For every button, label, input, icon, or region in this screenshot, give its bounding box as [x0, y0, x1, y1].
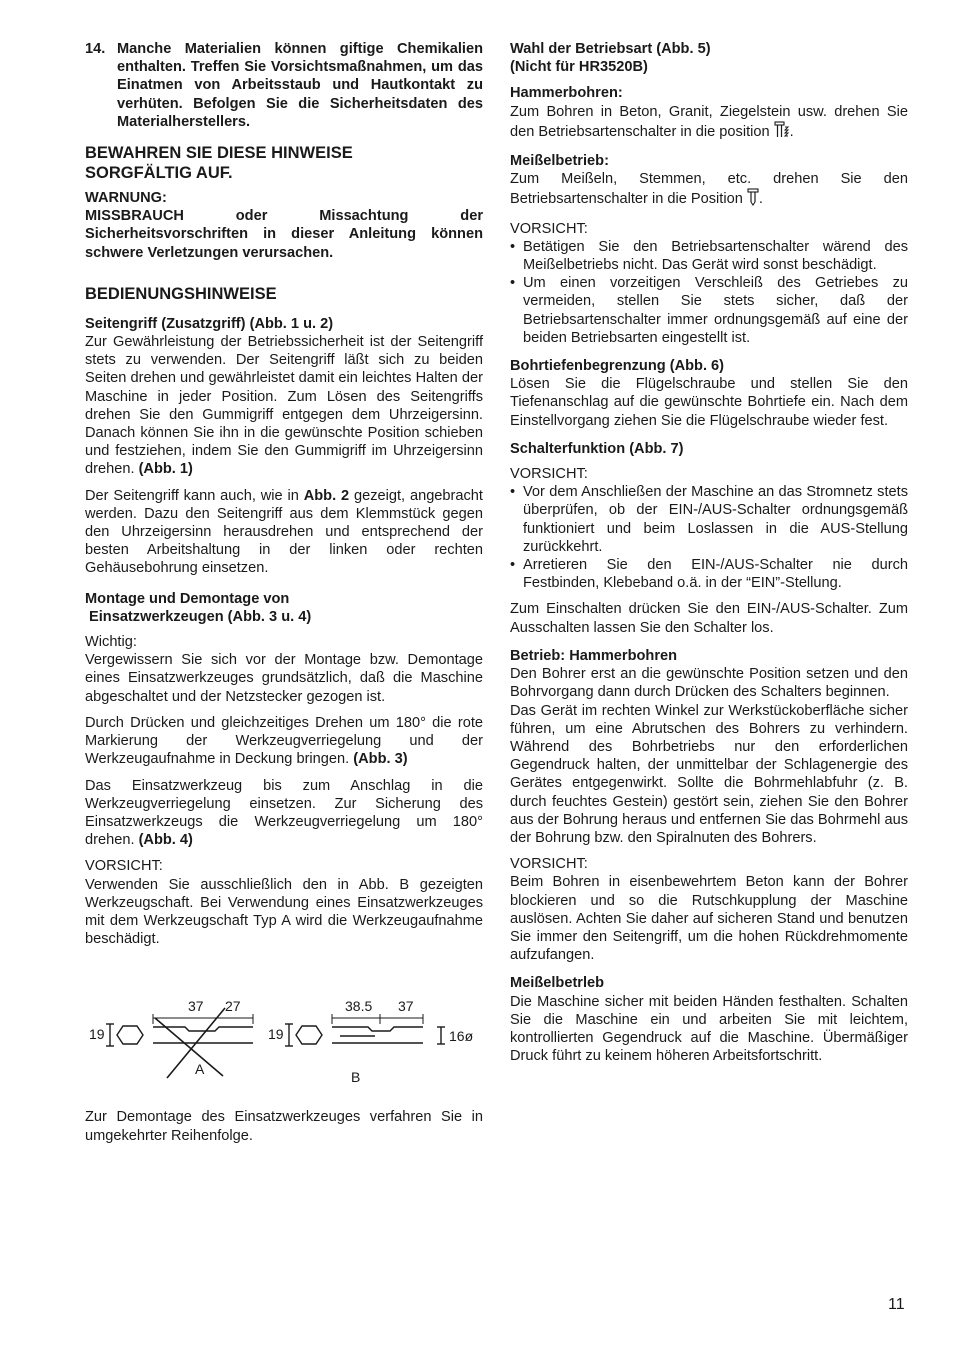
item-number: 14.	[85, 41, 106, 57]
a-label: A	[195, 1061, 205, 1078]
caution-2-label: VORSICHT:	[510, 466, 588, 483]
list-item: • Um einen vorzeitigen Verschleiß des Getriebes zu vermeiden, stellen Sie stets sicher, daß der Betriebsartenschalter immer ordnungsgemäß auf eine der beiden Betriebsarten eingestellt ist.	[510, 274, 908, 347]
a-height-label: 19	[89, 1026, 105, 1043]
item-text: Manche Materialien können giftige Chemikalien enthalten. Treffen Sie Vorsichtsmaßnahmen, um das Einatmen von Arbeitsstaub und Hautkontakt zu verhüten. Befolgen Sie die Sicherheitsdaten des Materialherstellers.	[117, 41, 483, 130]
caution-1-label: VORSICHT:	[510, 220, 588, 237]
operating-instructions-heading: BEDIENUNGSHINWEISE	[85, 284, 277, 303]
side-handle-heading: Seitengriff (Zusatzgriff) (Abb. 1 u. 2)	[85, 315, 334, 332]
b-height-label: 19	[268, 1026, 284, 1043]
mount-dismount-heading: Montage und Demontage von Einsatzwerkzeugen (Abb. 3 u. 4)	[85, 590, 312, 625]
switch-function-heading: Schalterfunktion (Abb. 7)	[510, 440, 684, 457]
side-handle-paragraph-2: Der Seitengriff kann auch, wie in Abb. 2 gezeigt, angebracht werden. Dazu den Seitengriff aus dem Klemmstück gegen den Uhrzeigersinn herausdrehen und entsprechend der besten Arbeitshaltung in der linken oder rechten Gehäusebohrung einsetzen.	[85, 487, 483, 577]
drill-depth-text: Lösen Sie die Flügelschraube und stellen Sie den Tiefenanschlag auf die gewünschte Bohrtiefe ein. Nach dem Einstellvorgang ziehen Sie die Flügelschraube wieder fest.	[510, 376, 908, 429]
caution-3-label: VORSICHT:	[510, 856, 588, 873]
warning-label: WARNUNG:	[85, 190, 167, 207]
b-dim-left-label: 38.5	[345, 998, 373, 1015]
chisel-mode-text: Zum Meißeln, Stemmen, etc. drehen Sie den Betriebsartenschalter in die Position .	[510, 170, 908, 211]
hammer-operation-heading: Betrieb: Hammerbohren	[510, 647, 678, 664]
important-label: Wichtig:	[85, 634, 137, 651]
b-dim-right-label: 37	[398, 998, 414, 1015]
caution-text: Verwenden Sie ausschließlich den in Abb. B gezeigten Werkzeugschaft. Bei Verwendung eines Einsatzwerkzeuges mit dem Werkzeugschaft Typ A wird die Werkzeugaufnahme beschädigt.	[85, 876, 483, 948]
b-diameter-label: 16ø	[449, 1028, 474, 1045]
shank-a-diagram	[89, 998, 253, 1078]
b-label: B	[351, 1069, 361, 1086]
list-item: • Vor dem Anschließen der Maschine an das Stromnetz stets überprüfen, ob der EIN-/AUS-Schalter ordnungsgemäß funktioniert und beim Loslassen in die AUS-Stellung zurückkehrt.	[510, 483, 908, 556]
right-column	[510, 40, 908, 1065]
chisel-operation-heading: Meißelbetrleb	[510, 975, 605, 992]
hammer-drilling-text: Zum Bohren in Beton, Granit, Ziegelstein usw. drehen Sie den Betriebsartenschalter in die position .	[510, 103, 908, 144]
chisel-mode-label: Meißelbetrieb:	[510, 153, 609, 170]
list-item: • Arretieren Sie den EIN-/AUS-Schalter nie durch Festbinden, Klebeband o.ä. in der “EIN”-Stellung.	[510, 556, 908, 592]
list-item: • Betätigen Sie den Betriebsartenschalter wärend des Meißelbetriebs nicht. Das Gerät wird sonst beschädigt.	[510, 238, 908, 274]
a-dim-left-label: 37	[188, 998, 204, 1015]
hammer-operation-paragraph-2: Das Gerät im rechten Winkel zur Werkstückoberfläche sicher führen, um eine Abrutschen des Bohrers zu verhindern. Während des Bohrbetriebs nur den erforderlichen Gegendruck halten, der unmittelbar der Schlagenergie des Gerätes entgegenwirkt. Sollte die Bohrmehlabfuhr (z. B. durch feuchtes Gestein) gestört sein, ziehen Sie den Bohrer aus der Bohrung heraus und entfernen Sie das Bohrmehl aus der Bohrung bzw. den Spiralnuten des Bohrers.	[510, 702, 908, 846]
caution-1-list	[510, 238, 908, 347]
a-dim-right-label: 27	[225, 998, 241, 1015]
caution-label: VORSICHT:	[85, 858, 163, 875]
switch-text: Zum Einschalten drücken Sie den EIN-/AUS-Schalter. Zum Ausschalten lassen Sie den Schalter los.	[510, 601, 908, 636]
page-number: 11	[888, 1296, 905, 1313]
chisel-mode-icon	[747, 188, 759, 211]
left-column	[85, 40, 483, 1145]
safety-item-14	[85, 40, 483, 131]
mode-selection-heading: Wahl der Betriebsart (Abb. 5) (Nicht für HR3520B)	[510, 41, 711, 76]
hammer-operation-paragraph-1: Den Bohrer erst an die gewünschte Position setzen und den Bohrvorgang dann durch Drücken des Schalters beginnen.	[510, 666, 908, 701]
hammer-drilling-label: Hammerbohren:	[510, 85, 623, 102]
hammer-drill-mode-icon	[774, 121, 790, 144]
dismount-text: Zur Demontage des Einsatzwerkzeuges verfahren Sie in umgekehrter Reihenfolge.	[85, 1109, 483, 1144]
tool-shank-figure	[85, 966, 483, 1086]
important-text: Vergewissern Sie sich vor der Montage bzw. Demontage eines Einsatzwerkzeuges grundsätzlich, daß die Maschine abgeschaltet und der Netzstecker gezogen ist.	[85, 652, 483, 705]
chisel-operation-text: Die Maschine sicher mit beiden Händen festhalten. Schalten Sie die Maschine ein und arbeiten Sie mit leichtem, kontrollierten Gegendruck auf die Maschine. Übermäßiger Druck führt zu keinem höheren Arbeitsfortschritt.	[510, 993, 908, 1065]
caution-2-list	[510, 483, 908, 592]
drill-depth-heading: Bohrtiefenbegrenzung (Abb. 6)	[510, 358, 725, 375]
mount-paragraph-2: Durch Drücken und gleichzeitiges Drehen um 180° die rote Markierung der Werkzeugverriegelung und der Werkzeugaufnahme in Deckung bringen. (Abb. 3)	[85, 714, 483, 768]
keep-instructions-heading: BEWAHREN SIE DIESE HINWEISE SORGFÄLTIG AUF.	[85, 144, 353, 183]
mount-paragraph-3: Das Einsatzwerkzeug bis zum Anschlag in die Werkzeugverriegelung einsetzen. Zur Sicherung des Einsatzwerkzeugs die Werkzeugverriegelung um 180° drehen. (Abb. 4)	[85, 777, 483, 849]
caution-3-text: Beim Bohren in eisenbewehrtem Beton kann der Bohrer blockieren und so die Rutschkupplung der Maschine auslösen. Achten Sie daher auf sicheren Stand und benutzen Sie immer den Seitengriff, um die hohen Rückdrehmomente aufzufangen.	[510, 874, 908, 964]
warning-text: MISSBRAUCH oder Missachtung der Sicherheitsvorschriften in dieser Anleitung können schwere Verletzungen verursachen.	[85, 208, 483, 261]
shank-b-diagram	[268, 998, 474, 1085]
side-handle-paragraph-1: Zur Gewährleistung der Betriebssicherheit ist der Seitengriff stets zu verwenden. Der Seitengriff läßt sich zu beiden Seiten drehen und gewährleistet damit ein leichtes Halten der Maschine in jeder Position. Zum Lösen des Seitengriffs drehen Sie den Gummigriff entgegen dem Uhrzeigersinn. Danach können Sie ihn in die gewünschte Position schieben und festziehen, indem Sie den Gummigriff im Uhrzeigersinn drehen. (Abb. 1)	[85, 334, 483, 478]
